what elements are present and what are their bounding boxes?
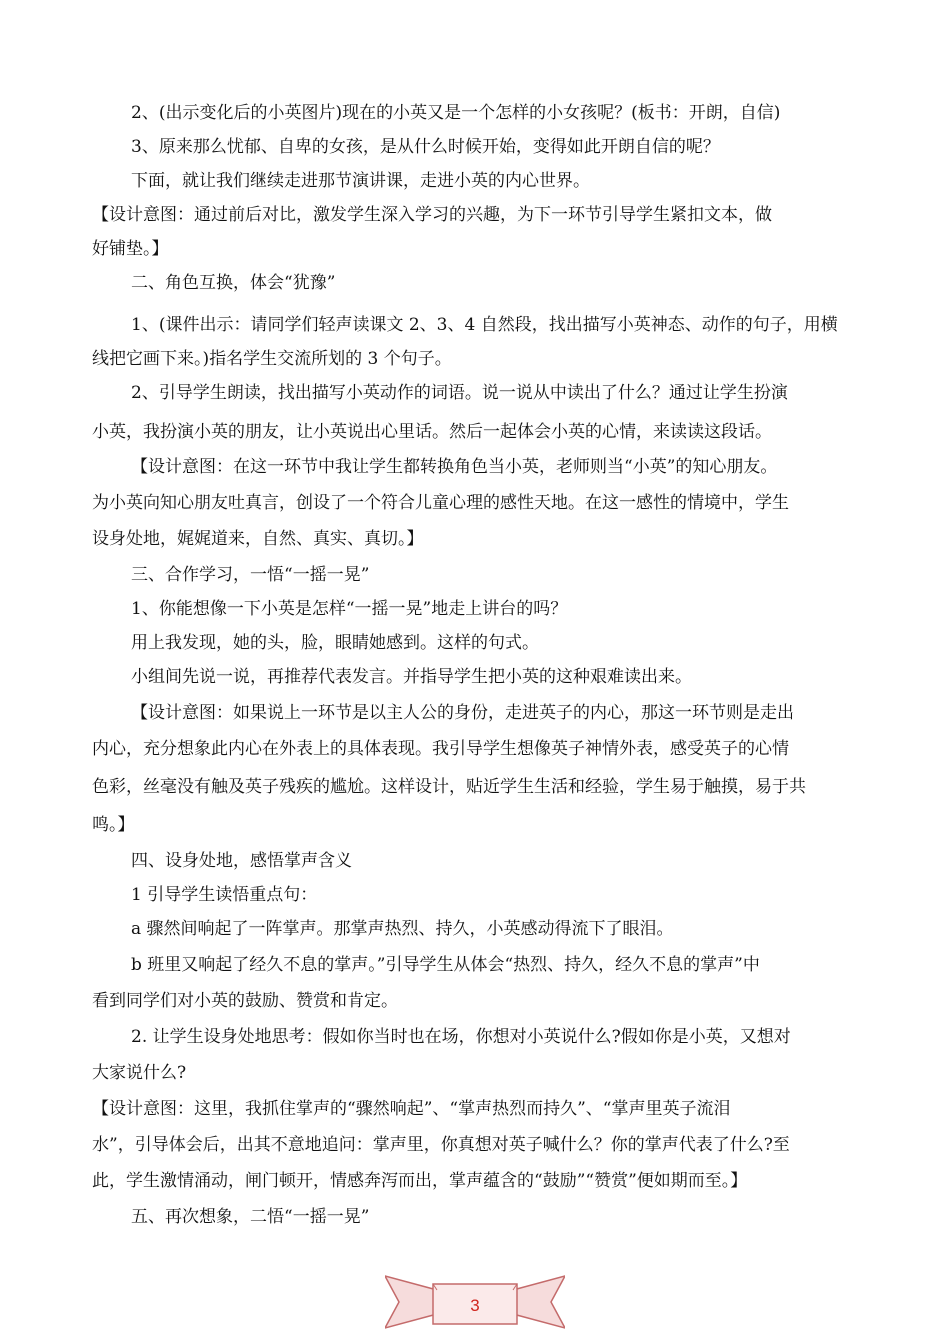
design-intent-line: 鸣。】 (92, 815, 135, 835)
paragraph-line: a 骤然间响起了一阵掌声。那掌声热烈、持久，小英感动得流下了眼泪。 (131, 919, 674, 939)
design-intent-line: 此，学生激情涌动，闸门顿开，情感奔泻而出，掌声蕴含的“鼓励”“赞赏”便如期而至。】 (92, 1171, 748, 1191)
paragraph-line: 2、(出示变化后的小英图片)现在的小英又是一个怎样的小女孩呢？(板书：开朗，自信) (131, 103, 781, 123)
design-intent-line: 色彩，丝毫没有触及英子残疾的尴尬。这样设计，贴近学生生活和经验，学生易于触摸，易于共 (92, 777, 806, 797)
paragraph-line: 1、你能想像一下小英是怎样“一摇一晃”地走上讲台的吗？ (131, 599, 568, 619)
paragraph-line: 2. 让学生设身处地思考：假如你当时也在场，你想对小英说什么?假如你是小英，又想对 (131, 1027, 791, 1047)
design-intent-line: 设身处地，娓娓道来，自然、真实、真切。】 (92, 529, 424, 549)
paragraph-line: b 班里又响起了经久不息的掌声。”引导学生从体会“热烈、持久，经久不息的掌声”中 (131, 955, 760, 975)
design-intent-line: 为小英向知心朋友吐真言，创设了一个符合儿童心理的感性天地。在这一感性的情境中，学生 (92, 493, 789, 513)
paragraph-line: 小英，我扮演小英的朋友，让小英说出心里话。然后一起体会小英的心情，来读读这段话。 (92, 422, 772, 442)
section-heading: 五、再次想象，二悟“一摇一晃” (131, 1207, 370, 1227)
paragraph-line: 1 引导学生读悟重点句： (131, 885, 318, 905)
design-intent-line: 【设计意图：这里，我抓住掌声的“骤然响起”、“掌声热烈而持久”、“掌声里英子流泪 (92, 1099, 731, 1119)
paragraph-line: 2、引导学生朗读，找出描写小英动作的词语。说一说从中读出了什么？通过让学生扮演 (131, 383, 788, 403)
paragraph-line: 线把它画下来。)指名学生交流所划的 3 个句子。 (92, 349, 452, 369)
design-intent-line: 水”，引导体会后，出其不意地追问：掌声里，你真想对英子喊什么？你的掌声代表了什么?至 (92, 1135, 790, 1155)
page-number: 3 (470, 1296, 480, 1315)
paragraph-line: 大家说什么? (92, 1063, 187, 1083)
paragraph-line: 小组间先说一说，再推荐代表发言。并指导学生把小英的这种艰难读出来。 (131, 667, 692, 687)
design-intent-line: 【设计意图：通过前后对比，激发学生深入学习的兴趣，为下一环节引导学生紧扣文本，做 (92, 205, 772, 225)
design-intent-line: 好铺垫。】 (92, 239, 169, 259)
paragraph-line: 用上我发现，她的头，脸，眼睛她感到。这样的句式。 (131, 633, 539, 653)
design-intent-line: 内心，充分想象此内心在外表上的具体表现。我引导学生想像英子神情外表，感受英子的心情 (92, 739, 789, 759)
paragraph-line: 下面，就让我们继续走进那节演讲课，走进小英的内心世界。 (131, 171, 590, 191)
paragraph-line: 1、(课件出示：请同学们轻声读课文 2、3、4 自然段，找出描写小英神态、动作的句子，用横 (131, 315, 838, 335)
design-intent-line: 【设计意图：如果说上一环节是以主人公的身份，走进英子的内心，那这一环节则是走出 (131, 703, 794, 723)
section-heading: 三、合作学习，一悟“一摇一晃” (131, 565, 370, 585)
section-heading: 四、设身处地，感悟掌声含义 (131, 851, 352, 871)
design-intent-line: 【设计意图：在这一环节中我让学生都转换角色当小英，老师则当“小英”的知心朋友。 (131, 457, 778, 477)
section-heading: 二、角色互换，体会“犹豫” (131, 273, 336, 293)
paragraph-line: 3、原来那么忧郁、自卑的女孩，是从什么时候开始，变得如此开朗自信的呢？ (131, 137, 720, 157)
paragraph-line: 看到同学们对小英的鼓励、赞赏和肯定。 (92, 991, 398, 1011)
